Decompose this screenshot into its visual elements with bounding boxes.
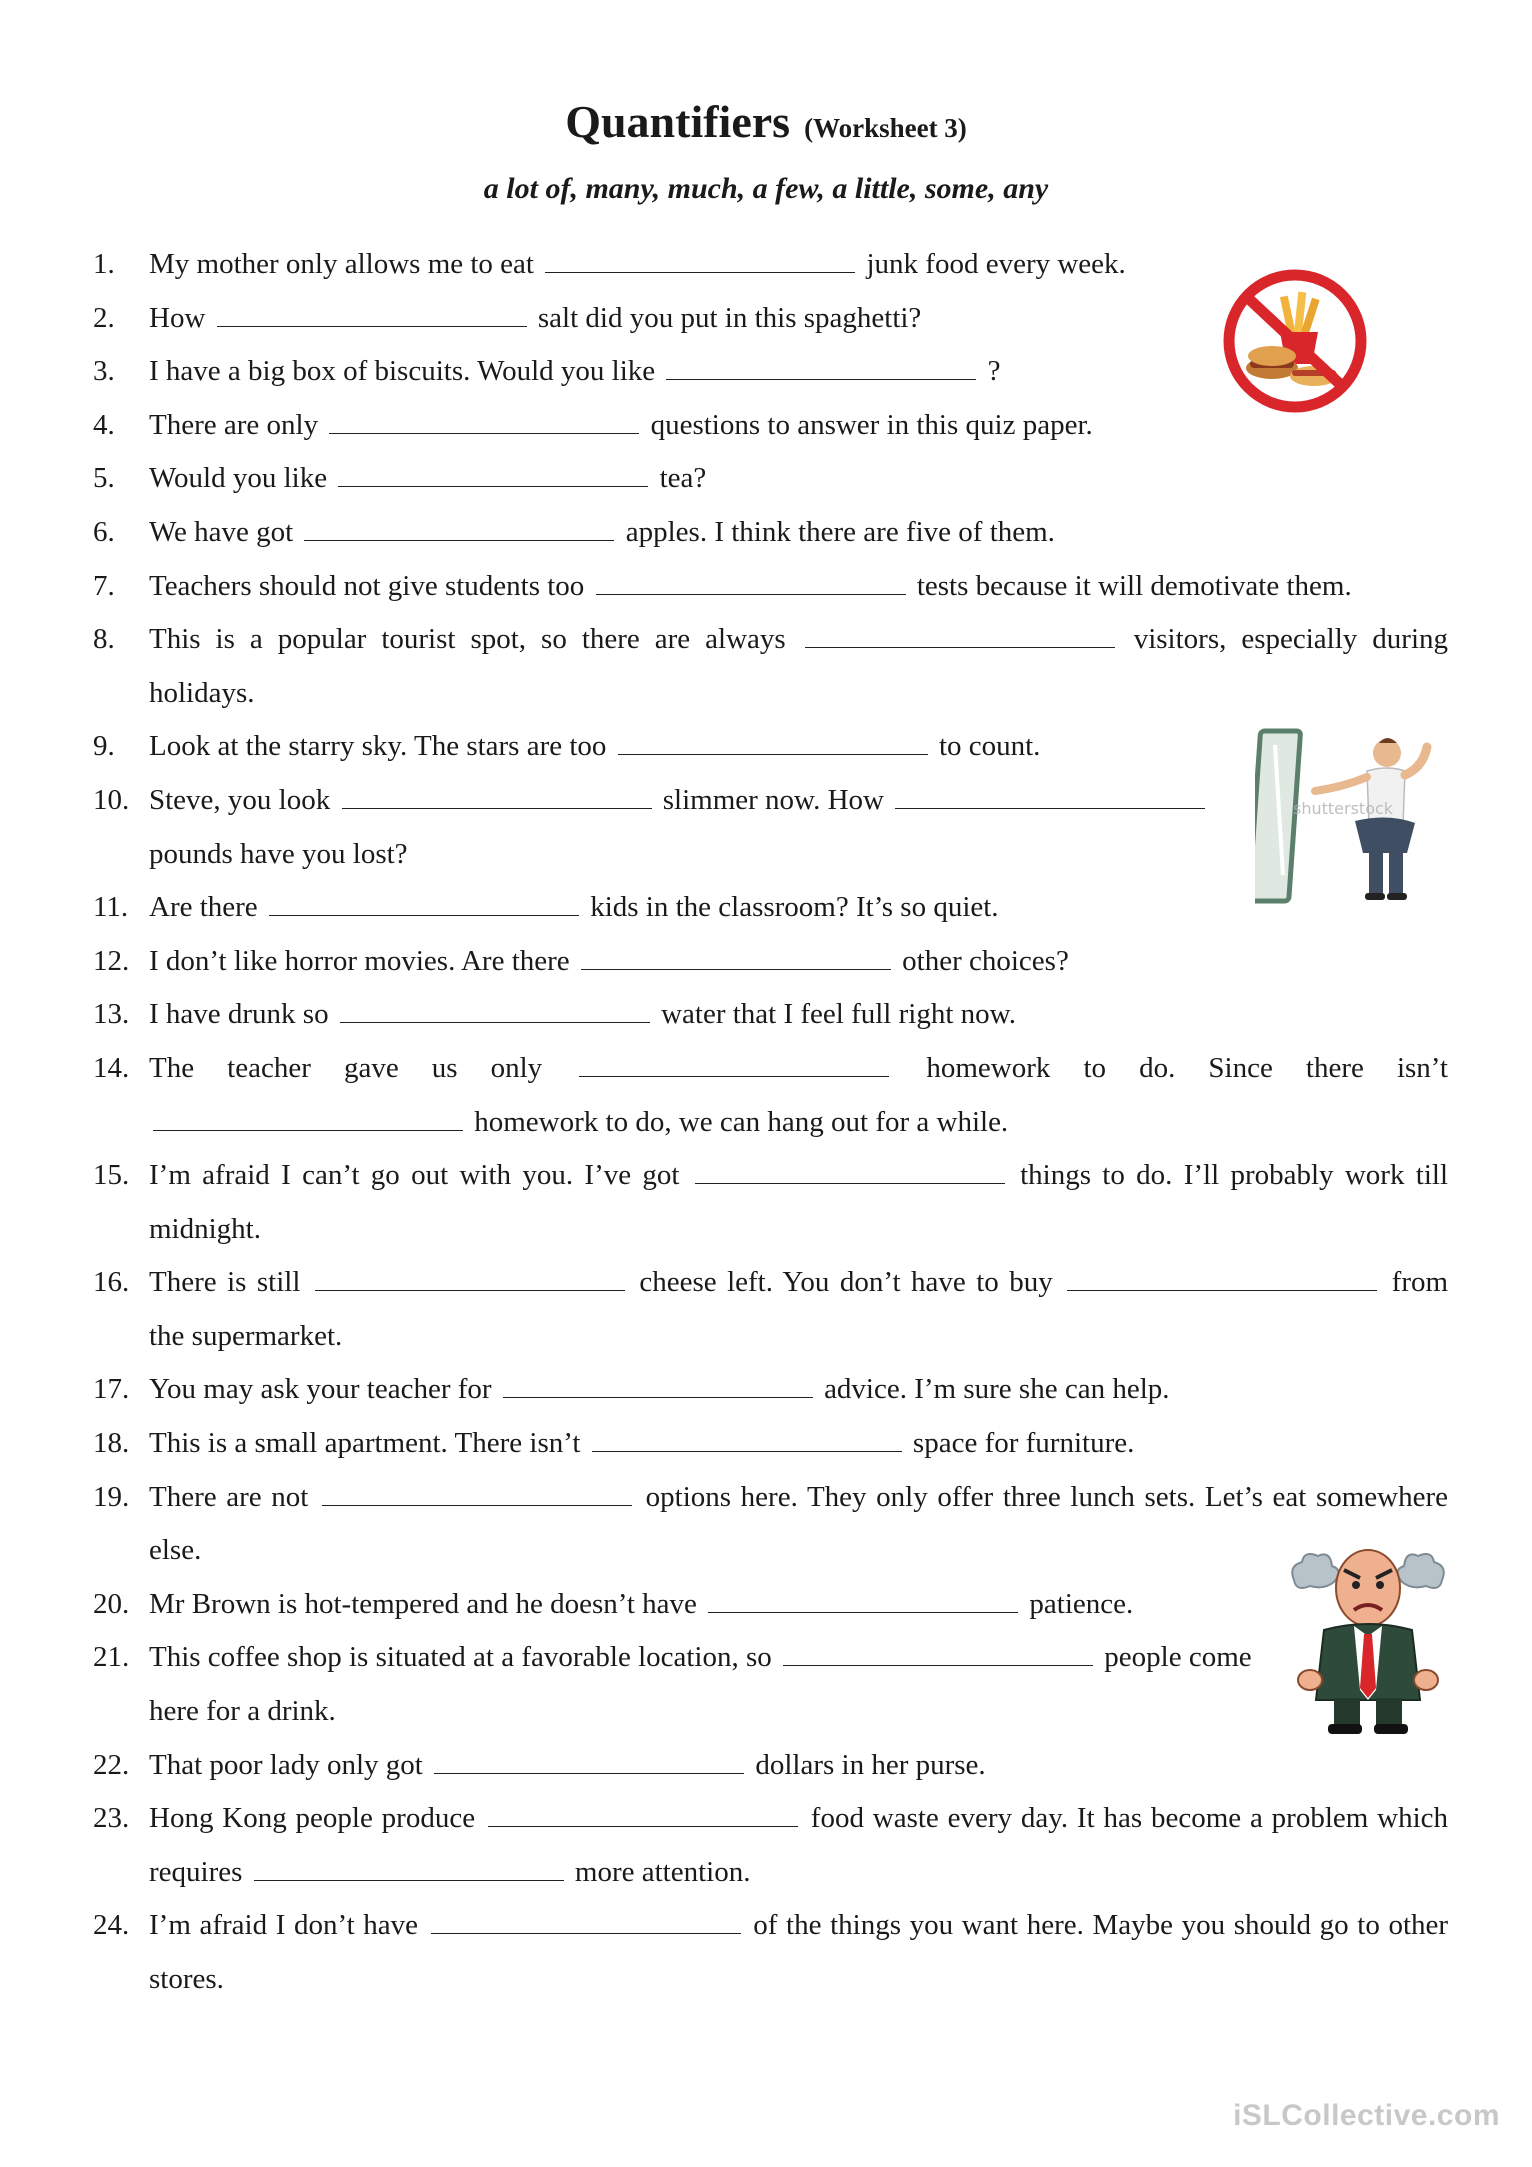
answer-blank[interactable]	[503, 1396, 813, 1398]
question-number: 8.	[93, 623, 115, 656]
question-segment: This is a popular tourist spot, so there are always	[149, 623, 786, 656]
question-number: 17.	[93, 1373, 130, 1406]
question-segment: Teachers should not give students too	[149, 569, 585, 602]
question-text	[149, 774, 1279, 881]
question-number: 15.	[93, 1159, 130, 1192]
question-segment: I have a big box of biscuits. Would you like	[149, 355, 656, 388]
question-segment: space for furniture.	[912, 1427, 1135, 1460]
question-segment: kids in the classroom? It’s so quiet.	[590, 891, 999, 924]
question-segment: questions to answer in this quiz paper.	[650, 408, 1093, 441]
answer-blank[interactable]	[269, 914, 579, 916]
question-number: 12.	[93, 944, 130, 977]
question-segment: homework to do, we can hang out for a while.	[474, 1105, 1009, 1138]
question-list	[93, 238, 1448, 2007]
question-segment: slimmer now. How	[662, 783, 884, 816]
question-segment: cheese left. You don’t have to buy	[639, 1266, 1053, 1299]
question-segment: water that I feel full right now.	[661, 998, 1016, 1031]
question-number: 13.	[93, 998, 130, 1031]
question-number: 2.	[93, 301, 115, 334]
answer-blank[interactable]	[254, 1879, 564, 1881]
question-segment: Hong Kong people produce	[149, 1802, 476, 1835]
question-segment: food waste every day. It has become a problem which requires	[149, 1802, 1449, 1888]
question-segment: ?	[987, 355, 1001, 388]
answer-blank[interactable]	[304, 539, 614, 541]
question-segment: I’m afraid I don’t have	[149, 1909, 419, 1942]
question-text	[149, 1256, 1448, 1363]
question-segment: from the supermarket.	[149, 1266, 1449, 1352]
question-text	[149, 1149, 1448, 1256]
answer-blank[interactable]	[666, 378, 976, 380]
question-segment: people come here for a drink.	[149, 1641, 1252, 1728]
question-segment: We have got	[149, 515, 294, 548]
question-segment: This is a small apartment. There isn’t	[149, 1427, 581, 1460]
question-segment: Are there	[149, 891, 258, 924]
question-item	[93, 720, 1448, 774]
question-segment: more attention.	[574, 1855, 751, 1888]
question-segment: Mr Brown is hot-tempered and he doesn’t have	[149, 1587, 697, 1620]
mirror-man-icon	[1255, 725, 1445, 905]
answer-blank[interactable]	[488, 1825, 798, 1827]
question-item	[93, 560, 1448, 614]
question-number: 23.	[93, 1802, 130, 1835]
question-item	[93, 1042, 1448, 1149]
question-number: 10.	[93, 783, 130, 816]
question-segment: There is still	[149, 1266, 301, 1299]
question-segment: My mother only allows me to eat	[149, 248, 534, 280]
answer-blank[interactable]	[434, 1772, 744, 1774]
question-number: 20.	[93, 1587, 130, 1620]
question-item	[93, 506, 1448, 560]
question-segment: visitors, especially during holidays.	[149, 623, 1449, 709]
shutterstock-watermark: shutterstock	[1293, 799, 1394, 818]
answer-blank[interactable]	[338, 485, 648, 487]
question-text	[149, 881, 1448, 935]
question-item	[93, 613, 1448, 720]
answer-blank[interactable]	[431, 1932, 741, 1934]
answer-blank[interactable]	[153, 1129, 463, 1131]
question-item	[93, 1578, 1448, 1632]
question-segment: pounds have you lost?	[149, 837, 408, 870]
question-segment: options here. They only offer three lunch sets. Let’s eat somewhere else.	[149, 1480, 1449, 1567]
question-item	[93, 774, 1448, 881]
answer-blank[interactable]	[708, 1611, 1018, 1613]
question-segment: tea?	[659, 462, 707, 495]
question-segment: There are only	[149, 408, 319, 441]
question-number: 22.	[93, 1748, 130, 1781]
question-segment: tests because it will demotivate them.	[916, 569, 1352, 602]
answer-blank[interactable]	[895, 807, 1205, 809]
question-text	[149, 720, 1448, 774]
angry-man-icon	[1288, 1540, 1448, 1740]
question-segment: Would you like	[149, 462, 328, 495]
answer-blank[interactable]	[581, 968, 891, 970]
answer-blank[interactable]	[315, 1289, 625, 1291]
question-segment: There are not	[149, 1480, 309, 1513]
answer-blank[interactable]	[340, 1021, 650, 1023]
question-item	[93, 1739, 1448, 1793]
question-number: 1.	[93, 248, 115, 280]
question-segment: homework to do. Since there isn’t	[926, 1051, 1448, 1084]
question-number: 16.	[93, 1266, 130, 1299]
question-text	[149, 988, 1448, 1042]
question-segment: I have drunk so	[149, 998, 329, 1031]
answer-blank[interactable]	[342, 807, 652, 809]
question-number: 7.	[93, 569, 115, 602]
question-segment: apples. I think there are five of them.	[625, 515, 1055, 548]
answer-blank[interactable]	[1067, 1289, 1377, 1291]
question-segment: of the things you want here. Maybe you should go to other stores.	[149, 1909, 1449, 1995]
question-segment: patience.	[1029, 1587, 1134, 1620]
answer-blank[interactable]	[322, 1504, 632, 1506]
question-number: 4.	[93, 408, 115, 441]
question-segment: salt did you put in this spaghetti?	[537, 301, 922, 334]
question-number: 3.	[93, 355, 115, 388]
question-number: 11.	[93, 891, 129, 924]
answer-blank[interactable]	[783, 1664, 1093, 1666]
question-item	[93, 1792, 1448, 1899]
question-item	[93, 452, 1448, 506]
title-block	[0, 95, 1532, 148]
answer-blank[interactable]	[217, 325, 527, 327]
question-item	[93, 881, 1448, 935]
question-segment: I’m afraid I can’t go out with you. I’ve got	[149, 1159, 680, 1192]
question-number: 21.	[93, 1641, 130, 1674]
question-segment: This coffee shop is situated at a favorable location, so	[149, 1641, 772, 1674]
question-text	[149, 1471, 1448, 1578]
page-title: Quantifiers	[565, 96, 791, 147]
answer-blank[interactable]	[618, 753, 928, 755]
answer-blank[interactable]	[596, 593, 906, 595]
site-watermark: iSLCollective.com	[1233, 2099, 1500, 2132]
question-segment: to count.	[938, 730, 1041, 763]
question-segment: things to do. I’ll probably work till midnight.	[149, 1159, 1448, 1245]
question-text	[149, 935, 1448, 989]
question-number: 9.	[93, 730, 115, 763]
question-number: 6.	[93, 515, 115, 548]
question-item	[93, 1256, 1448, 1363]
question-text	[149, 1792, 1448, 1899]
quantifier-list: a lot of, many, much, a few, a little, some, any	[483, 172, 1049, 205]
question-text	[149, 1739, 1448, 1793]
question-item	[93, 1631, 1448, 1738]
question-number: 14.	[93, 1051, 130, 1084]
question-segment: Look at the starry sky. The stars are too	[149, 730, 607, 763]
answer-blank[interactable]	[329, 432, 639, 434]
question-segment: You may ask your teacher for	[149, 1373, 492, 1406]
question-text	[149, 1631, 1279, 1738]
question-segment: dollars in her purse.	[755, 1748, 986, 1781]
question-segment: That poor lady only got	[149, 1748, 423, 1781]
question-segment: junk food every week.	[866, 248, 1126, 280]
answer-blank[interactable]	[579, 1075, 889, 1077]
question-text	[149, 1363, 1448, 1417]
question-text	[149, 1899, 1448, 2006]
question-segment: other choices?	[902, 944, 1069, 977]
question-text	[149, 1042, 1448, 1149]
answer-blank[interactable]	[592, 1450, 902, 1452]
question-item	[93, 1363, 1448, 1417]
question-text	[149, 560, 1448, 614]
question-segment: How	[149, 301, 206, 334]
question-item	[93, 1417, 1448, 1471]
answer-blank[interactable]	[695, 1182, 1005, 1184]
answer-blank[interactable]	[805, 646, 1115, 648]
question-text	[149, 613, 1448, 720]
question-segment: advice. I’m sure she can help.	[824, 1373, 1170, 1406]
question-segment: I don’t like horror movies. Are there	[149, 944, 570, 977]
question-item	[93, 1149, 1448, 1256]
question-item	[93, 988, 1448, 1042]
question-item	[93, 935, 1448, 989]
question-number: 18.	[93, 1427, 130, 1460]
question-segment: The teacher gave us only	[149, 1051, 543, 1084]
question-number: 19.	[93, 1480, 130, 1513]
question-text	[149, 1578, 1448, 1632]
question-text	[149, 452, 1448, 506]
question-text	[149, 506, 1448, 560]
question-segment: Steve, you look	[149, 783, 331, 816]
question-number: 24.	[93, 1909, 130, 1942]
question-number: 5.	[93, 462, 115, 495]
no-junk-food-icon	[1222, 268, 1368, 414]
worksheet-label: (Worksheet 3)	[804, 113, 967, 143]
question-item	[93, 1899, 1448, 2006]
question-text	[149, 1417, 1448, 1471]
question-item	[93, 1471, 1448, 1578]
answer-blank[interactable]	[545, 271, 855, 273]
